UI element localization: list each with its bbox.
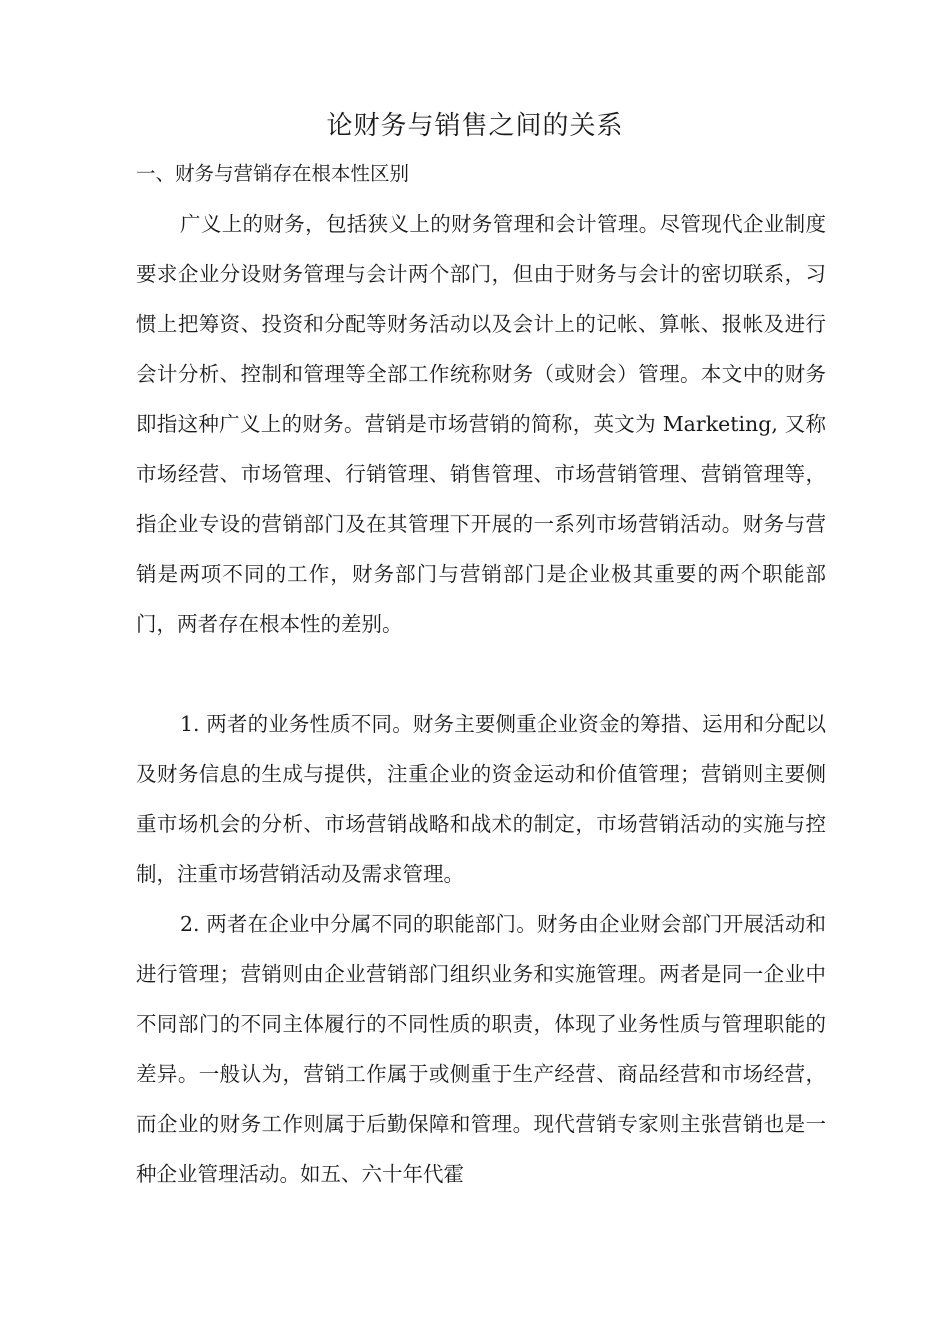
paragraph-point-1: 1. 两者的业务性质不同。财务主要侧重企业资金的筹措、运用和分配以及财务信息的生成与提供，注重企业的资金运动和价值管理；营销则主要侧重市场机会的分析、市场营销战略和战术的制定，市场营销活动的实施与控制，注重市场营销活动及需求管理。	[136, 712, 826, 886]
paragraph-intro: 广义上的财务，包括狭义上的财务管理和会计管理。尽管现代企业制度要求企业分设财务管理与会计两个部门，但由于财务与会计的密切联系，习惯上把筹资、投资和分配等财务活动以及会计上的记帐、算帐、报帐及进行会计分析、控制和管理等全部工作统称财务（或财会）管理。本文中的财务即指这种广义上的财务。营销是市场营销的简称，英文为 Marketing, 又称市场经营、市场管理、行销管理、销售管理、市场营销管理、营销管理等，指企业专设的营销部门及在其管理下开展的一系列市场营销活动。财务与营销是两项不同的工作，财务部门与营销部门是企业极其重要的两个职能部门，两者存在根本性的差别。	[136, 212, 826, 636]
paragraph-point-2: 2. 两者在企业中分属不同的职能部门。财务由企业财会部门开展活动和进行管理；营销则由企业营销部门组织业务和实施管理。两者是同一企业中不同部门的不同主体履行的不同性质的职责，体现了业务性质与管理职能的差异。一般认为，营销工作属于或侧重于生产经营、商品经营和市场经营，而企业的财务工作则属于后勤保障和管理。现代营销专家则主张营销也是一种企业管理活动。如五、六十年代霍	[136, 912, 826, 1186]
section-heading: 一、财务与营销存在根本性区别	[136, 162, 410, 185]
document-title: 论财务与销售之间的关系	[326, 111, 624, 141]
